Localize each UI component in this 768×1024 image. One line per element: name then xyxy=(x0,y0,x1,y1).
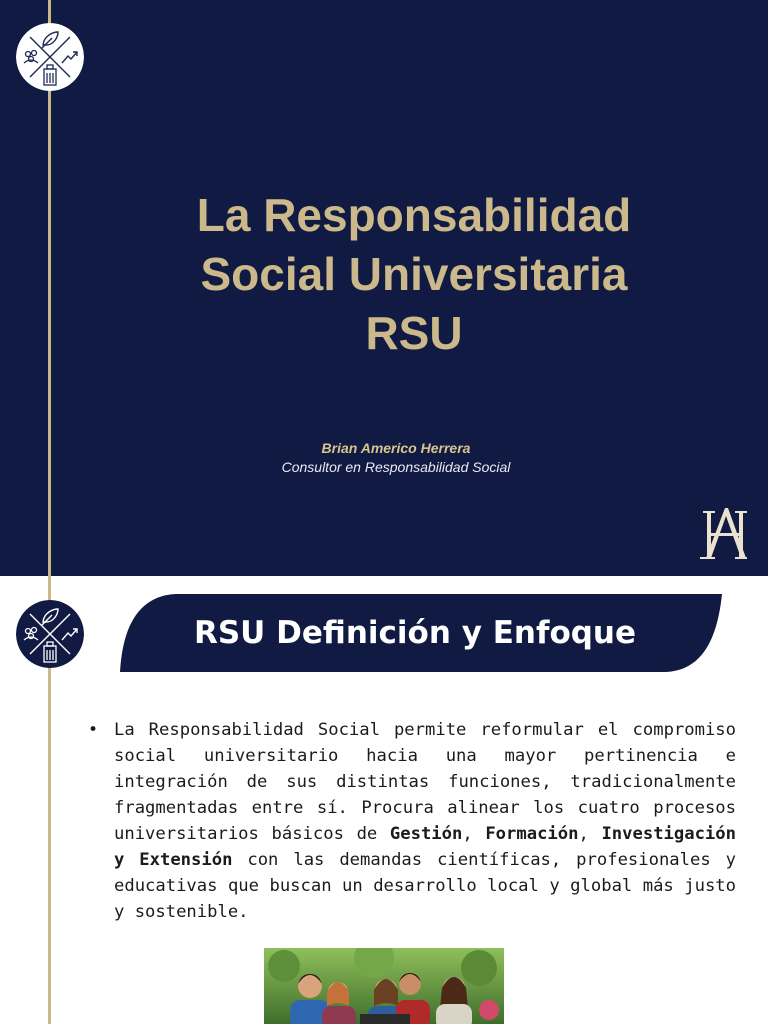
paragraph-text-1: La Responsabilidad Social permite reformular el compromiso social universitario hacia una mayor pertinencia e integración de sus distintas funciones, tradicionalmente fragmentadas entre sí. Procura alinear los cuatro procesos universitarios básicos de xyxy=(114,720,736,844)
presentation-title xyxy=(100,186,728,363)
rsu-logo-badge-dark xyxy=(16,600,84,668)
term-investigacion-extension: Investigación y Extensión xyxy=(114,824,736,870)
term-formacion: Formación xyxy=(485,824,579,844)
paragraph-text-2: con las demandas científicas, profesionales y educativas que buscan un desarrollo local y global más justo y sostenible. xyxy=(114,850,736,922)
author-name: Brian Americo Herrera xyxy=(321,440,471,456)
title-line-3: RSU xyxy=(365,307,463,359)
students-group-photo xyxy=(264,948,504,1024)
separator: , xyxy=(578,824,602,844)
title-line-2: Social Universitaria xyxy=(200,248,628,300)
rsu-logo-badge xyxy=(16,23,84,91)
definition-paragraph xyxy=(114,717,736,925)
separator: , xyxy=(462,824,486,844)
author-role: Consultor en Responsabilidad Social xyxy=(281,459,511,475)
ah-monogram-logo xyxy=(694,506,756,564)
slide-heading: RSU Definición y Enfoque xyxy=(193,615,637,651)
title-line-1: La Responsabilidad xyxy=(196,189,632,241)
bullet-marker: • xyxy=(88,720,99,740)
term-gestion: Gestión xyxy=(389,824,463,844)
